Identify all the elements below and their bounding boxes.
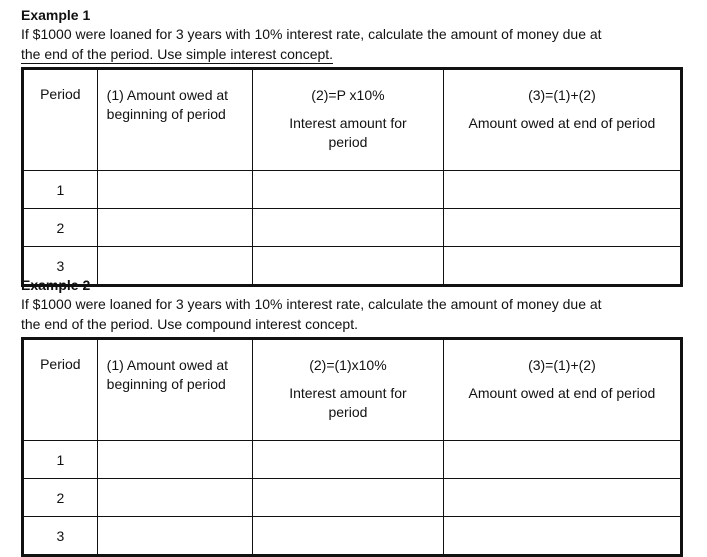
period-cell: 3 [23, 517, 98, 556]
amount-owed-end-cell[interactable] [443, 479, 681, 517]
table-header-row [23, 69, 682, 171]
interest-amount-cell[interactable] [253, 479, 444, 517]
interest-amount-header: (2)=P x10% Interest amount for period [253, 69, 444, 171]
amount-owed-beginning-cell[interactable] [97, 171, 252, 209]
amount-owed-end-cell[interactable] [443, 171, 681, 209]
example-2-line-1: If $1000 were loaned for 3 years with 10% interest rate, calculate the amount of money due at [21, 296, 602, 312]
example-2-title: Example 2 [21, 277, 91, 293]
amount-owed-beginning-cell[interactable] [97, 441, 252, 479]
period-cell: 2 [23, 479, 98, 517]
table-row [23, 479, 682, 517]
example-2-line-2: the end of the period. Use compound interest concept. [21, 316, 358, 332]
period-cell: 1 [23, 171, 98, 209]
table-row [23, 209, 682, 247]
example-1-title: Example 1 [21, 7, 91, 23]
period-cell: 3 [23, 247, 98, 286]
amount-owed-end-header: (3)=(1)+(2) Amount owed at end of period [443, 69, 681, 171]
amount-owed-beginning-cell[interactable] [97, 209, 252, 247]
amount-owed-beginning-header: (1) Amount owed at beginning of period [97, 339, 252, 441]
interest-amount-cell[interactable] [253, 209, 444, 247]
example-1-line-2: the end of the period. Use simple interest concept. [21, 46, 334, 62]
amount-owed-end-cell[interactable] [443, 209, 681, 247]
amount-owed-end-cell[interactable] [443, 441, 681, 479]
interest-amount-cell[interactable] [253, 441, 444, 479]
amount-owed-end-header: (3)=(1)+(2) Amount owed at end of period [443, 339, 681, 441]
table-row [23, 441, 682, 479]
example-2-description [21, 294, 686, 334]
period-cell: 2 [23, 209, 98, 247]
table-row [23, 171, 682, 209]
table-header-row [23, 339, 682, 441]
example-1-description [21, 24, 686, 64]
period-header: Period [23, 339, 98, 441]
example-1-table [21, 67, 683, 287]
example-2-text [21, 276, 686, 334]
interest-amount-cell[interactable] [253, 171, 444, 209]
interest-amount-header: (2)=(1)x10% Interest amount for period [253, 339, 444, 441]
example-1-text [21, 6, 686, 64]
amount-owed-beginning-header: (1) Amount owed at beginning of period [97, 69, 252, 171]
example-1-line-1: If $1000 were loaned for 3 years with 10% interest rate, calculate the amount of money due at [21, 26, 602, 42]
amount-owed-beginning-cell[interactable] [97, 479, 252, 517]
period-header: Period [23, 69, 98, 171]
period-cell: 1 [23, 441, 98, 479]
example-2-table [21, 337, 683, 557]
